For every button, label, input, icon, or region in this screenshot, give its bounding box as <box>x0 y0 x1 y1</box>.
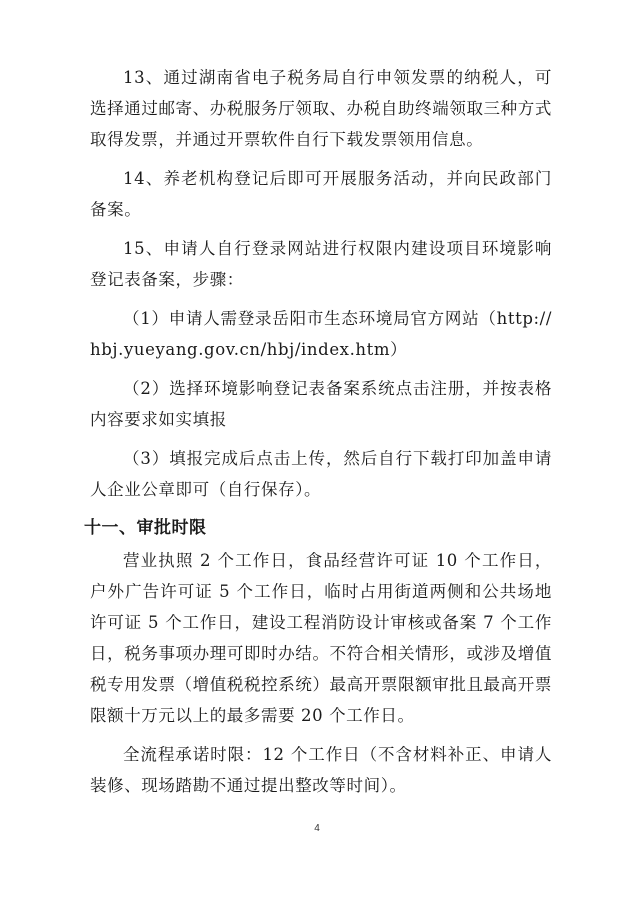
paragraph-step-1: （1）申请人需登录岳阳市生态环境局官方网站（http://hbj.yueyang.gov.cn/hbj/index.htm） <box>90 309 552 359</box>
paragraph-full-process-limit: 全流程承诺时限：12 个工作日（不含材料补正、申请人装修、现场踏勘不通过提出整改等时间）。 <box>90 745 552 795</box>
paragraph-approval-durations: 营业执照 2 个工作日，食品经营许可证 10 个工作日，户外广告许可证 5 个工作日，临时占用街道两侧和公共场地许可证 5 个工作日，建设工程消防设计审核或备案 7 个工作日，税务事项办理可即时办结。不符合相关情形，或涉及增值税专用发票（增值税税控系统）最高开票限额审批且最高开票限额十万元以上的最多需要 20 个工作日。 <box>90 551 552 725</box>
paragraph-item-14: 14、养老机构登记后即可开展服务活动，并向民政部门备案。 <box>90 169 552 219</box>
page-content <box>84 62 552 809</box>
section-heading-approval-time: 十一、审批时限 <box>84 518 207 538</box>
paragraph-step-2: （2）选择环境影响登记表备案系统点击注册，并按表格内容要求如实填报 <box>90 379 552 429</box>
paragraph-item-13: 13、通过湖南省电子税务局自行申领发票的纳税人，可选择通过邮寄、办税服务厅领取、办税自助终端领取三种方式取得发票，并通过开票软件自行下载发票领用信息。 <box>90 68 552 149</box>
paragraph-step-3: （3）填报完成后点击上传，然后自行下载打印加盖申请人企业公章即可（自行保存）。 <box>90 449 552 499</box>
page-number: 4 <box>314 823 320 834</box>
paragraph-item-15: 15、申请人自行登录网站进行权限内建设项目环境影响登记表备案，步骤： <box>90 239 552 289</box>
